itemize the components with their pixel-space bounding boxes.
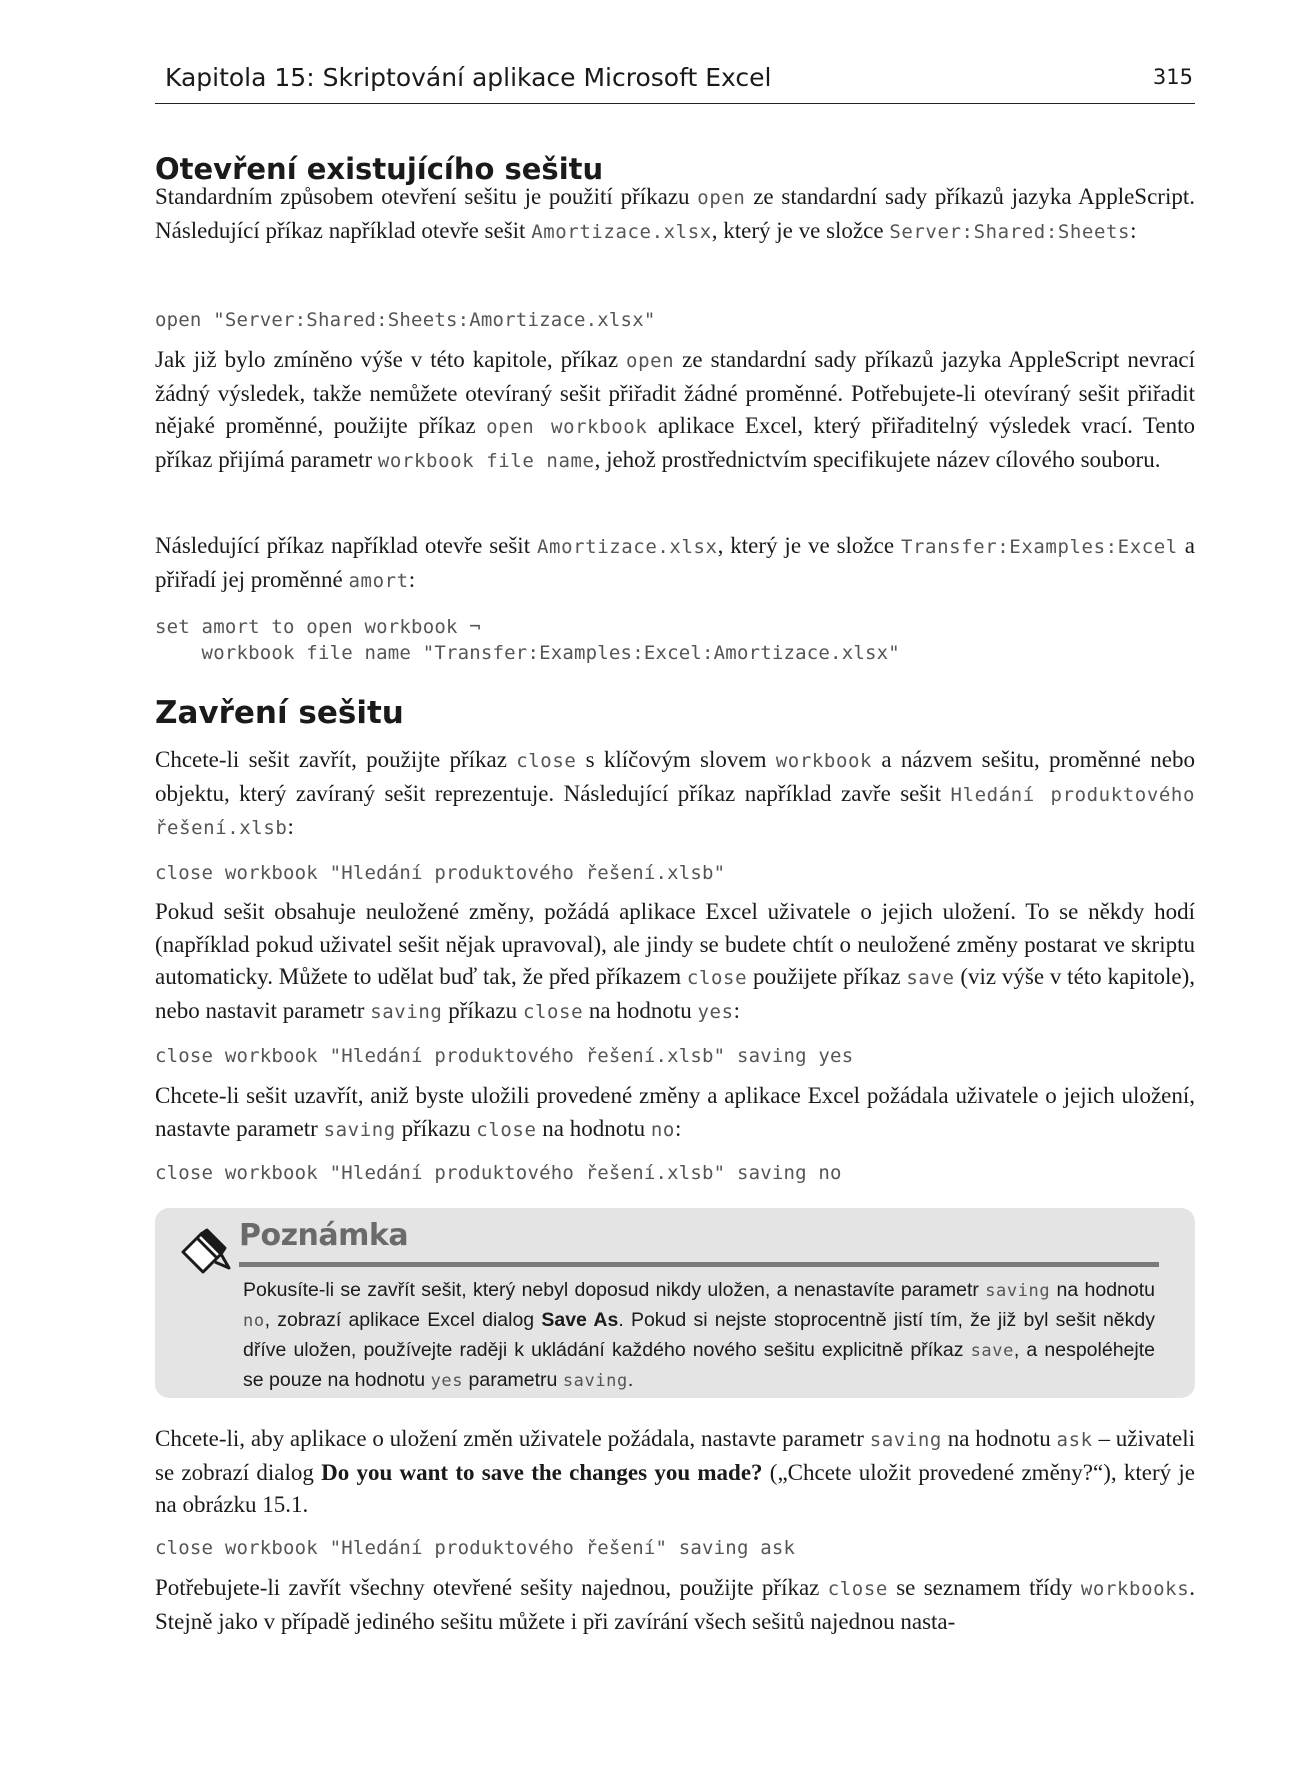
paragraph [155, 530, 1195, 597]
running-header [155, 60, 1195, 104]
paragraph [155, 1080, 1195, 1146]
inline-code: no [243, 1311, 265, 1331]
inline-code: workbook [775, 750, 873, 772]
inline-code: saving [370, 1000, 443, 1023]
inline-code: saving [323, 1118, 396, 1141]
paragraph [155, 1423, 1195, 1522]
inline-code: open [697, 187, 746, 209]
paragraph [155, 344, 1195, 477]
text-run: příkazu [395, 1115, 477, 1141]
text-run: a přiřadí jej proměnné [155, 533, 1195, 592]
text-run: na hodnotu [941, 1426, 1057, 1451]
paragraph [155, 1572, 1195, 1638]
text-run: ze standardní sady příkazů jazyka AppleScript. Následující příkaz například otevře sešit [155, 184, 1195, 243]
note-text [243, 1276, 1155, 1396]
chapter-title: Kapitola 15: Skriptování aplikace Microsoft Excel [165, 63, 772, 92]
text-run: – uživateli se zobrazí dialog [155, 1426, 1195, 1485]
text-run: parametru [463, 1369, 563, 1391]
note-box [155, 1208, 1195, 1398]
text-run: Chcete-li sešit zavřít, použijte příkaz [155, 747, 517, 772]
text-run: Jak již bylo zmíněno výše v této kapitole, příkaz [155, 347, 627, 372]
text-run: příkazu [442, 997, 523, 1023]
inline-code: workbooks [1080, 1578, 1190, 1600]
text-run: se seznamem třídy [887, 1575, 1081, 1600]
inline-code: close [522, 1000, 584, 1023]
inline-code: amort [348, 569, 409, 592]
text-run: , jehož prostřednictvím specifikujete název cílového souboru. [594, 446, 1161, 472]
text-run: . [627, 1369, 634, 1391]
note-divider [239, 1262, 1159, 1267]
text-run: Potřebujete-li zavřít všechny otevřené sešity najednou, použijte příkaz [155, 1575, 828, 1600]
paragraph [155, 744, 1195, 845]
inline-code: close [516, 750, 577, 772]
inline-code: save [970, 1341, 1014, 1361]
bold-text: Save As [541, 1309, 619, 1331]
inline-code: save [906, 967, 955, 989]
code-block: close workbook "Hledání produktového řešení.xlsb" saving yes [155, 1045, 854, 1067]
page-number: 315 [1152, 65, 1193, 89]
text-run: . Pokud si nejste stoprocentně jistí tím, že již byl sešit někdy dříve uložen, používejte raději k ukládání každého nového sešitu explicitně příkaz [243, 1309, 1155, 1361]
inline-code: open workbook [486, 416, 648, 438]
text-run: Chcete-li sešit uzavřít, aniž byste uložili provedené změny a aplikace Excel požádala uživatele o jejich uložení, nastavte parametr [155, 1083, 1195, 1141]
section-heading-close-workbook: Zavření sešitu [155, 695, 404, 731]
text-run: na hodnotu [536, 1115, 651, 1141]
paragraph [155, 896, 1195, 1028]
code-block: close workbook "Hledání produktového řešení.xlsb" [155, 862, 726, 884]
text-run: a názvem sešitu, proměnné nebo objektu, který zavíraný sešit reprezentuje. Následující příkaz například zavře sešit [155, 747, 1195, 806]
text-run: : [1130, 217, 1137, 243]
text-run: Pokud sešit obsahuje neuložené změny, požádá aplikace Excel uživatele o jejich uložení. To se někdy hodí (například pokud uživatel sešit nějak upravoval), ale jindy se budete chtít o neuložené změny postarat ve skriptu automaticky. Můžete to udělat buď tak, že před příkazem [155, 899, 1195, 989]
inline-code: ask [1056, 1429, 1093, 1451]
paragraph [155, 181, 1195, 248]
text-run: na hodnotu [583, 997, 698, 1023]
text-run: : [733, 997, 741, 1023]
text-run: : [287, 814, 294, 839]
note-title: Poznámka [239, 1218, 409, 1253]
text-run: ze standardní sady příkazů jazyka AppleScript nevrací žádný výsledek, takže nemůžete otevíraný sešit přiřadit žádné proměnné. Potřebujete-li otevíraný sešit přiřadit nějaké proměnné, použijte příkaz [155, 347, 1196, 438]
inline-code: workbook file name [377, 449, 595, 472]
section-heading-open-workbook: Otevření existujícího sešitu [155, 152, 604, 186]
text-run: , který je ve složce [711, 217, 890, 243]
inline-code: close [827, 1578, 888, 1600]
inline-code: close [476, 1118, 537, 1141]
text-run: . Stejně jako v případě jediného sešitu můžete i při zavírání všech sešitů najednou nasta- [155, 1575, 1195, 1634]
text-run: Pokusíte-li se zavřít sešit, který nebyl doposud nikdy uložen, a nenastavíte parametr [243, 1279, 986, 1301]
inline-code: yes [697, 1000, 734, 1023]
inline-code: Amortizace.xlsx [537, 536, 718, 558]
inline-code: saving [869, 1429, 942, 1451]
text-run: aplikace Excel, který přiřaditelný výsledek vrací. Tento příkaz přijímá parametr [155, 413, 1195, 472]
inline-code: Transfer:Examples:Excel [900, 536, 1178, 558]
text-run: Následující příkaz například otevře sešit [155, 533, 537, 558]
inline-code: Server:Shared:Sheets [889, 220, 1131, 243]
text-run: použijete příkaz [747, 964, 907, 989]
code-block: open "Server:Shared:Sheets:Amortizace.xlsx" [155, 309, 656, 331]
bold-text: Do you want to save the changes you made? [321, 1459, 763, 1485]
inline-code: no [650, 1118, 675, 1141]
inline-code: yes [430, 1371, 464, 1391]
text-run: , který je ve složce [717, 533, 901, 558]
inline-code: Hledání produktového řešení.xlsb [155, 783, 1195, 839]
code-block: close workbook "Hledání produktového řešení" saving ask [155, 1537, 796, 1559]
pencil-note-icon [177, 1222, 233, 1278]
inline-code: close [686, 967, 748, 989]
code-block: close workbook "Hledání produktového řešení.xlsb" saving no [155, 1162, 842, 1184]
text-run: s klíčovým slovem [576, 747, 776, 772]
inline-code: saving [562, 1371, 628, 1391]
text-run: na hodnotu [1050, 1279, 1155, 1301]
code-block: set amort to open workbook ¬ workbook file name "Transfer:Examples:Excel:Amortizace.xlsx" [155, 616, 900, 664]
inline-code: saving [985, 1281, 1051, 1301]
text-run: : [674, 1115, 682, 1141]
text-run: (viz výše v této kapitole), nebo nastavit parametr [155, 964, 1195, 1023]
text-run: Chcete-li, aby aplikace o uložení změn uživatele požádala, nastavte parametr [155, 1426, 870, 1451]
inline-code: open [626, 350, 675, 372]
text-run: Standardním způsobem otevření sešitu je použití příkazu [155, 184, 698, 209]
text-run: : [408, 566, 416, 592]
inline-code: Amortizace.xlsx [531, 220, 712, 243]
text-run: , a nespoléhejte se pouze na hodnotu [243, 1339, 1155, 1391]
text-run: , zobrazí aplikace Excel dialog [264, 1309, 542, 1331]
text-run: („Chcete uložit provedené změny?“), který je na obrázku 15.1. [155, 1459, 1195, 1517]
